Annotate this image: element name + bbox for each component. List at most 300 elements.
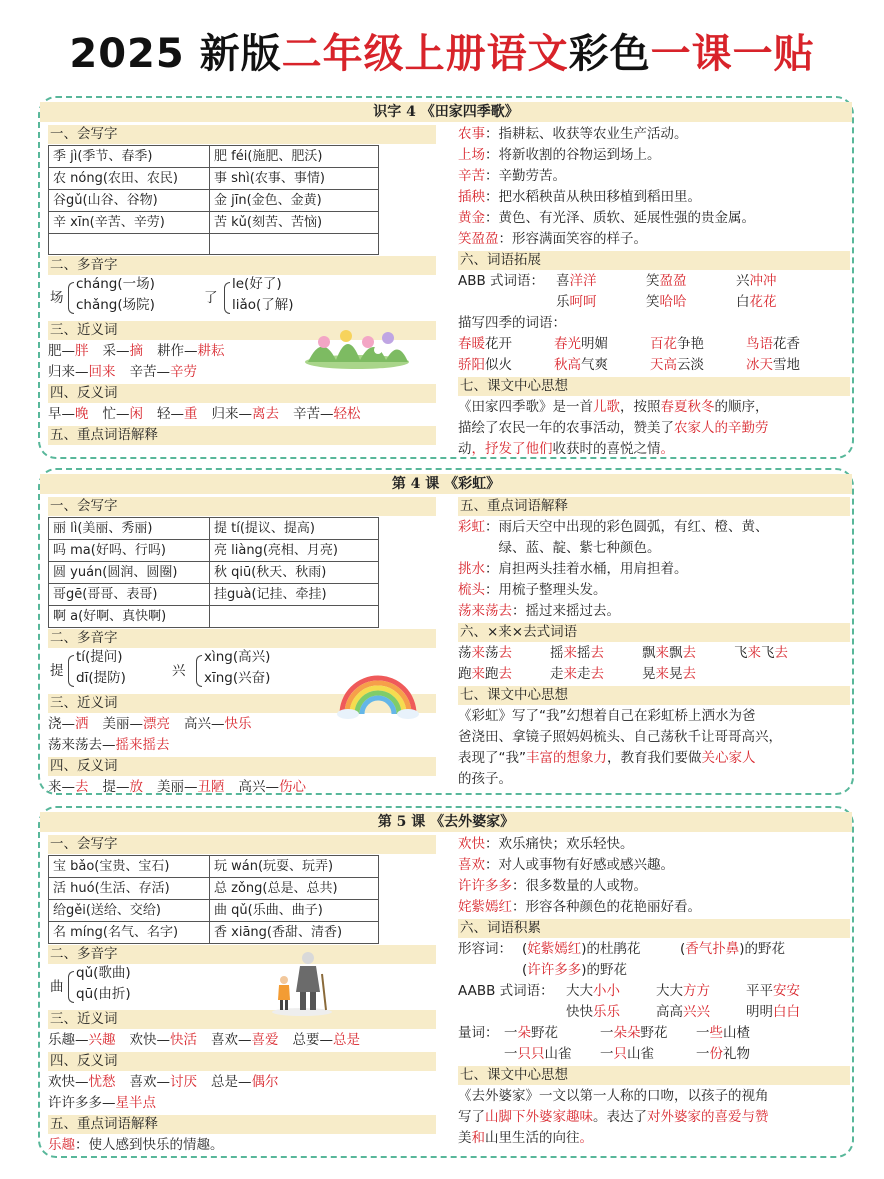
word-pair <box>48 1032 116 1048</box>
term-word: 黄金 <box>458 210 485 226</box>
measure-phrase <box>504 1044 600 1065</box>
word-pair-row <box>48 404 436 425</box>
section-heading: 五、重点词语解释 <box>458 497 850 516</box>
char-cell: 肥 féi(施肥、肥沃) <box>210 146 379 168</box>
table-row <box>49 606 379 628</box>
word-part: 气爽 <box>581 357 608 373</box>
word-pair <box>212 406 280 422</box>
char-cell: 季 jì(季节、春季) <box>49 146 210 168</box>
word-item <box>556 271 646 292</box>
center-segment: ，抒发了他们 <box>471 441 553 457</box>
center-segment: 的孩子。 <box>458 771 512 787</box>
word-part: 兴 <box>736 273 750 289</box>
term-row <box>458 897 850 918</box>
char-cell: 亮 liàng(亮相、月亮) <box>210 540 379 562</box>
pair-answer: 快乐 <box>224 716 252 732</box>
aabb-row <box>458 1002 850 1023</box>
word-part: 荡 <box>458 645 472 661</box>
pair-base: 耕作— <box>157 343 198 359</box>
word-item <box>554 334 650 355</box>
word-part: 白白 <box>773 1004 800 1020</box>
word-part: 来 <box>655 666 669 682</box>
char-cell: 圆 yuán(圆润、圆圈) <box>49 562 210 584</box>
char-cell: 啊 a(好啊、真快啊) <box>49 606 210 628</box>
word-item <box>746 334 842 355</box>
polyphone-char: 场 <box>50 290 64 306</box>
adjective-phrase <box>522 960 680 981</box>
term-row <box>458 166 850 187</box>
term-row <box>458 517 850 538</box>
term-row <box>458 187 850 208</box>
term-row <box>458 580 850 601</box>
table-row <box>49 212 379 234</box>
word-pair <box>211 1074 279 1090</box>
word-part: 只只 <box>517 1046 545 1062</box>
word-part: 去 <box>498 645 512 661</box>
word-part: 一 <box>600 1046 614 1062</box>
pair-base: 归来— <box>48 364 89 380</box>
char-cell <box>210 606 379 628</box>
section-heading: 六、词语积累 <box>458 919 850 938</box>
section-heading: 五、重点词语解释 <box>48 426 436 445</box>
word-part: 洋洋 <box>569 273 597 289</box>
word-item <box>550 643 642 664</box>
center-segment: 《彩虹》写了“我”幻想着自己在彩虹桥上洒水为爸 <box>458 708 756 724</box>
aabb-row: AABB 式词语： 大大小小 大大方方 平平安安 <box>458 981 850 1002</box>
word-part: 呵呵 <box>569 294 597 310</box>
section-heading: 一、会写字 <box>48 125 436 144</box>
word-part: 冰天 <box>746 357 773 373</box>
center-segment: 山里生活的向往 <box>485 1130 580 1146</box>
word-part: 飘 <box>669 645 683 661</box>
adjective-row <box>458 960 850 981</box>
term-word: 上场 <box>458 147 485 163</box>
word-part: 飞 <box>734 645 748 661</box>
word-pair <box>157 343 225 359</box>
term-definition: ：形容各种颜色的花艳丽好看。 <box>512 899 701 915</box>
pair-base: 美丽— <box>157 779 198 795</box>
char-cell: 事 shì(农事、事情) <box>210 168 379 190</box>
pair-answer: 丑陋 <box>197 779 225 795</box>
term-definition: ：雨后天空中出现的彩色圆弧，有红、橙、黄、 <box>485 519 769 535</box>
char-cell: 玩 wán(玩耍、玩弄) <box>210 856 379 878</box>
term-row <box>458 876 850 897</box>
word-part: 来 <box>747 645 761 661</box>
word-part: 一 <box>696 1046 710 1062</box>
word-part: 来 <box>563 645 577 661</box>
word-item <box>550 664 642 685</box>
word-part: 去 <box>590 645 604 661</box>
antonym-list <box>48 777 436 798</box>
brace <box>196 655 202 687</box>
word-part: )的野花 <box>739 941 786 957</box>
pair-answer: 回来 <box>88 364 116 380</box>
word-part: 争艳 <box>677 336 704 352</box>
center-segment: 儿歌 <box>593 399 620 415</box>
char-cell: 农 nóng(农田、农民) <box>49 168 210 190</box>
char-cell: 谷gǔ(山谷、谷物) <box>49 190 210 212</box>
pair-base: 许许多多— <box>48 1095 116 1111</box>
lesson-right-column <box>458 496 850 790</box>
word-item <box>746 1002 836 1023</box>
word-item <box>746 355 842 376</box>
char-cell: 吗 ma(好吗、行吗) <box>49 540 210 562</box>
section-heading: 七、课文中心思想 <box>458 377 850 396</box>
pair-base: 高兴— <box>184 716 225 732</box>
abb-row: ABB 式词语： 喜洋洋 笑盈盈 兴冲冲 <box>458 271 850 292</box>
section-heading: 六、×来×去式词语 <box>458 623 850 642</box>
lesson-card-1 <box>38 96 854 459</box>
char-cell: 香 xiāng(香甜、清香) <box>210 922 379 944</box>
term-definition: ：将新收割的谷物运到场上。 <box>485 147 661 163</box>
word-item <box>642 643 734 664</box>
char-cell: 挂guà(记挂、牵挂) <box>210 584 379 606</box>
polyphone-char: 曲 <box>50 979 64 995</box>
word-part: 许许多多 <box>527 962 582 978</box>
word-pair <box>48 364 116 380</box>
pair-answer: 闲 <box>129 406 143 422</box>
term-definition: ：摇过来摇过去。 <box>512 603 620 619</box>
word-part: 来 <box>471 645 485 661</box>
char-cell: 活 huó(生活、存活) <box>49 878 210 900</box>
char-cell: 苦 kǔ(刻苦、苦恼) <box>210 212 379 234</box>
term-definition: ：对人或事物有好感或感兴趣。 <box>485 857 674 873</box>
char-cell: 哥gē(哥哥、表哥) <box>49 584 210 606</box>
center-line <box>458 727 850 748</box>
center-segment: 。 <box>579 1130 593 1146</box>
season-row <box>458 334 850 355</box>
word-part: 去 <box>682 666 696 682</box>
word-pair <box>48 1074 116 1090</box>
lesson-heading: 第 4 课 《彩虹》 <box>40 474 852 494</box>
measure-phrase <box>504 1023 600 1044</box>
abb-row <box>458 292 850 313</box>
word-part: 雪地 <box>773 357 800 373</box>
word-part: 花花 <box>749 294 777 310</box>
section-heading: 二、多音字 <box>48 945 436 964</box>
section-heading: 二、多音字 <box>48 256 436 275</box>
measure-phrase <box>600 1044 696 1065</box>
pair-answer: 摘 <box>129 343 143 359</box>
pair-base: 归来— <box>211 406 252 422</box>
center-segment: 。表达了 <box>593 1109 647 1125</box>
term-list <box>458 834 850 918</box>
word-item <box>566 1002 656 1023</box>
pair-base: 早— <box>48 406 75 422</box>
center-line <box>458 1128 850 1149</box>
center-segment: 农家人的辛勤劳 <box>674 420 769 436</box>
char-cell: 名 míng(名气、名字) <box>49 922 210 944</box>
center-segment: 丰富的想象力 <box>526 750 607 766</box>
char-cell: 秋 qiū(秋天、秋雨) <box>210 562 379 584</box>
char-cell: 提 tí(提议、提高) <box>210 518 379 540</box>
pair-answer: 放 <box>129 779 143 795</box>
table-row <box>49 856 379 878</box>
word-pair <box>130 364 198 380</box>
word-part: 百花 <box>650 336 677 352</box>
center-line <box>458 1107 850 1128</box>
pair-answer: 星半点 <box>115 1095 156 1111</box>
center-segment: 《去外婆家》一文以第一人称的口吻，以孩子的视角 <box>458 1088 769 1104</box>
word-item <box>566 981 656 1002</box>
word-pair <box>211 1032 279 1048</box>
word-pair-row <box>48 1093 436 1114</box>
word-pair-row <box>48 735 436 756</box>
pair-answer: 喜爱 <box>251 1032 279 1048</box>
term-word: 彩虹 <box>458 519 485 535</box>
word-part: ( <box>522 941 528 957</box>
table-row <box>49 922 379 944</box>
word-part: 乐乐 <box>593 1004 620 1020</box>
word-part: 云淡 <box>677 357 704 373</box>
center-line <box>458 748 850 769</box>
word-part: 一 <box>504 1046 518 1062</box>
word-pair <box>48 779 89 795</box>
table-row <box>49 234 379 255</box>
term-word: 梳头 <box>458 582 485 598</box>
word-pair <box>48 406 89 422</box>
table-row <box>49 878 379 900</box>
pair-base: 轻— <box>157 406 184 422</box>
word-item <box>646 271 736 292</box>
section-heading: 七、课文中心思想 <box>458 686 850 705</box>
word-part: 大大 <box>656 983 683 999</box>
synonym-list <box>48 1030 436 1051</box>
word-part: 荡 <box>485 645 499 661</box>
center-line <box>458 1086 850 1107</box>
measure-word-row: 量词： 一朵野花 一朵朵野花 一些山楂 <box>458 1023 850 1044</box>
word-pair <box>103 343 144 359</box>
term-word: 农事 <box>458 126 485 142</box>
word-pair <box>184 716 252 732</box>
section-heading: 四、反义词 <box>48 384 436 403</box>
center-segment: 美 <box>458 1130 472 1146</box>
word-part: 野花 <box>531 1025 558 1041</box>
word-part: 一 <box>696 1025 710 1041</box>
term-word: 欢快 <box>458 836 485 852</box>
term-definition: ：用梳子整理头发。 <box>485 582 607 598</box>
word-pair <box>48 737 170 753</box>
word-part: 平平 <box>746 983 773 999</box>
section-heading: 四、反义词 <box>48 1052 436 1071</box>
section-heading: 五、重点词语解释 <box>48 1115 436 1134</box>
word-part: 明明 <box>746 1004 773 1020</box>
word-item <box>646 292 736 313</box>
lesson-right-column <box>458 834 850 1149</box>
center-line <box>458 397 850 418</box>
word-part: 山雀 <box>627 1046 654 1062</box>
pair-base: 提— <box>102 779 130 795</box>
pair-answer: 去 <box>75 779 89 795</box>
center-segment: 收获时的喜悦之情 <box>552 441 661 457</box>
section-heading: 七、课文中心思想 <box>458 1066 850 1085</box>
lesson-left-column <box>48 124 436 446</box>
pair-answer: 洒 <box>75 716 89 732</box>
pair-answer: 漂亮 <box>143 716 170 732</box>
pair-answer: 伤心 <box>279 779 306 795</box>
word-item <box>642 664 734 685</box>
word-item <box>746 981 836 1002</box>
center-segment: 爸浇田、拿镜子照妈妈梳头、自己荡秋千让哥哥高兴， <box>458 729 782 745</box>
word-pair <box>293 406 361 422</box>
word-part: 乐 <box>556 294 570 310</box>
word-item <box>458 334 554 355</box>
pair-base: 欢快— <box>48 1074 89 1090</box>
word-part: 飞 <box>761 645 775 661</box>
lesson-heading: 第 5 课 《去外婆家》 <box>40 812 852 832</box>
word-part: 晃 <box>669 666 683 682</box>
word-pair <box>293 1032 361 1048</box>
polyphone-group <box>48 276 436 320</box>
term-definition: ：很多数量的人或物。 <box>512 878 647 894</box>
center-segment: 表现了“我” <box>458 750 526 766</box>
word-part: 春暖 <box>458 336 485 352</box>
section-heading: 一、会写字 <box>48 497 436 516</box>
center-segment: 山脚下外婆家趣味 <box>485 1109 593 1125</box>
word-pair <box>239 779 307 795</box>
word-part: 似火 <box>485 357 512 373</box>
word-pair <box>48 1095 156 1111</box>
pair-base: 浇— <box>48 716 75 732</box>
brace <box>68 971 74 1003</box>
polyphone-char: 了 <box>204 290 218 306</box>
word-pair <box>103 716 171 732</box>
term-word: 姹紫嫣红 <box>458 899 512 915</box>
pair-answer: 摇来摇去 <box>115 737 170 753</box>
word-item <box>458 664 550 685</box>
word-part: 喜 <box>556 273 570 289</box>
center-segment: 。 <box>660 441 674 457</box>
word-part: 姹紫嫣红 <box>527 941 582 957</box>
word-part: 礼物 <box>723 1046 750 1062</box>
word-item <box>458 355 554 376</box>
word-part: 冲冲 <box>749 273 777 289</box>
word-pair <box>130 1074 198 1090</box>
pair-base: 美丽— <box>102 716 143 732</box>
table-row <box>49 562 379 584</box>
word-part: 小小 <box>593 983 620 999</box>
measure-phrase <box>600 1023 696 1044</box>
word-part: 鸟语 <box>746 336 773 352</box>
brace <box>224 282 230 314</box>
word-part: 只 <box>613 1046 627 1062</box>
term-word: 许许多多 <box>458 878 512 894</box>
word-part: 份 <box>709 1046 723 1062</box>
term-word: 喜欢 <box>458 857 485 873</box>
term-list <box>458 124 850 250</box>
term-definition: ：黄色、有光泽、质软、延展性强的贵金属。 <box>485 210 755 226</box>
term-word: 笑盈盈 <box>458 231 499 247</box>
pair-answer: 总是 <box>333 1032 360 1048</box>
char-table <box>48 145 379 255</box>
word-pair <box>103 406 144 422</box>
word-part: 一 <box>600 1025 614 1041</box>
lesson-right-column <box>458 124 850 460</box>
word-pair-row <box>48 1030 436 1051</box>
brace <box>68 282 74 314</box>
term-row <box>458 601 850 622</box>
word-part: 来 <box>563 666 577 682</box>
word-part: 白 <box>736 294 750 310</box>
word-item <box>554 355 650 376</box>
word-part: 走 <box>577 666 591 682</box>
char-cell: 辛 xīn(辛苦、辛劳) <box>49 212 210 234</box>
table-row <box>49 146 379 168</box>
word-part: 山楂 <box>723 1025 750 1041</box>
word-part: 高高 <box>656 1004 683 1020</box>
char-table <box>48 855 379 944</box>
polyphone-reading: cháng(一场) <box>76 276 155 292</box>
term-definition: ：肩担两头挂着水桶，用肩担着。 <box>485 561 688 577</box>
term-row <box>458 855 850 876</box>
polyphone-reading: xīng(兴奋) <box>204 670 271 686</box>
lesson-card-3 <box>38 806 854 1158</box>
word-part: 快快 <box>566 1004 593 1020</box>
polyphone-reading: le(好了) <box>232 276 282 292</box>
center-segment: 和 <box>471 1130 485 1146</box>
pair-base: 总是— <box>211 1074 252 1090</box>
term-word: 插秧 <box>458 189 485 205</box>
polyphone-reading: chǎng(场院) <box>76 297 155 313</box>
char-cell: 给gěi(送给、交给) <box>49 900 210 922</box>
season-row <box>458 355 850 376</box>
lesson-card-2 <box>38 468 854 795</box>
brace <box>68 655 74 687</box>
word-part: 去 <box>590 666 604 682</box>
section-heading: 三、近义词 <box>48 1010 436 1029</box>
pair-base: 忙— <box>102 406 130 422</box>
section-heading: 三、近义词 <box>48 321 436 340</box>
term-definition: ：把水稻秧苗从秧田移植到稻田里。 <box>485 189 701 205</box>
lesson-heading: 识字 4 《田家四季歌》 <box>40 102 852 122</box>
center-segment: 的顺序， <box>714 399 769 415</box>
center-segment: ，教育我们要做 <box>607 750 702 766</box>
term-row <box>458 145 850 166</box>
char-cell: 曲 qǔ(乐曲、曲子) <box>210 900 379 922</box>
word-part: 朵朵 <box>613 1025 641 1041</box>
term-row <box>458 559 850 580</box>
pair-answer: 离去 <box>252 406 279 422</box>
word-item <box>656 981 746 1002</box>
word-part: 一 <box>504 1025 518 1041</box>
char-cell <box>49 234 210 255</box>
expression-row <box>458 643 850 664</box>
char-cell: 丽 lì(美丽、秀丽) <box>49 518 210 540</box>
term-row <box>458 229 850 250</box>
lesson-left-column <box>48 834 436 1156</box>
polyphone-group <box>48 965 436 1009</box>
word-part: 秋高 <box>554 357 581 373</box>
word-item <box>650 334 746 355</box>
word-part: 摇 <box>577 645 591 661</box>
word-part: 去 <box>682 645 696 661</box>
center-idea <box>458 706 850 790</box>
char-cell: 金 jīn(金色、金黄) <box>210 190 379 212</box>
section-heading: 四、反义词 <box>48 757 436 776</box>
center-segment: ，按照 <box>620 399 661 415</box>
term-list <box>458 517 850 622</box>
word-part: 安安 <box>773 983 800 999</box>
table-row <box>49 540 379 562</box>
term-definition: 绿、蓝、靛、紫七种颜色。 <box>458 540 661 556</box>
word-pair <box>103 779 144 795</box>
term-definition: ：指耕耘、收获等农业生产活动。 <box>485 126 688 142</box>
table-row <box>49 584 379 606</box>
pair-answer: 重 <box>184 406 198 422</box>
word-part: 盈盈 <box>659 273 687 289</box>
measure-word-row <box>458 1044 850 1065</box>
pair-answer: 兴趣 <box>88 1032 116 1048</box>
